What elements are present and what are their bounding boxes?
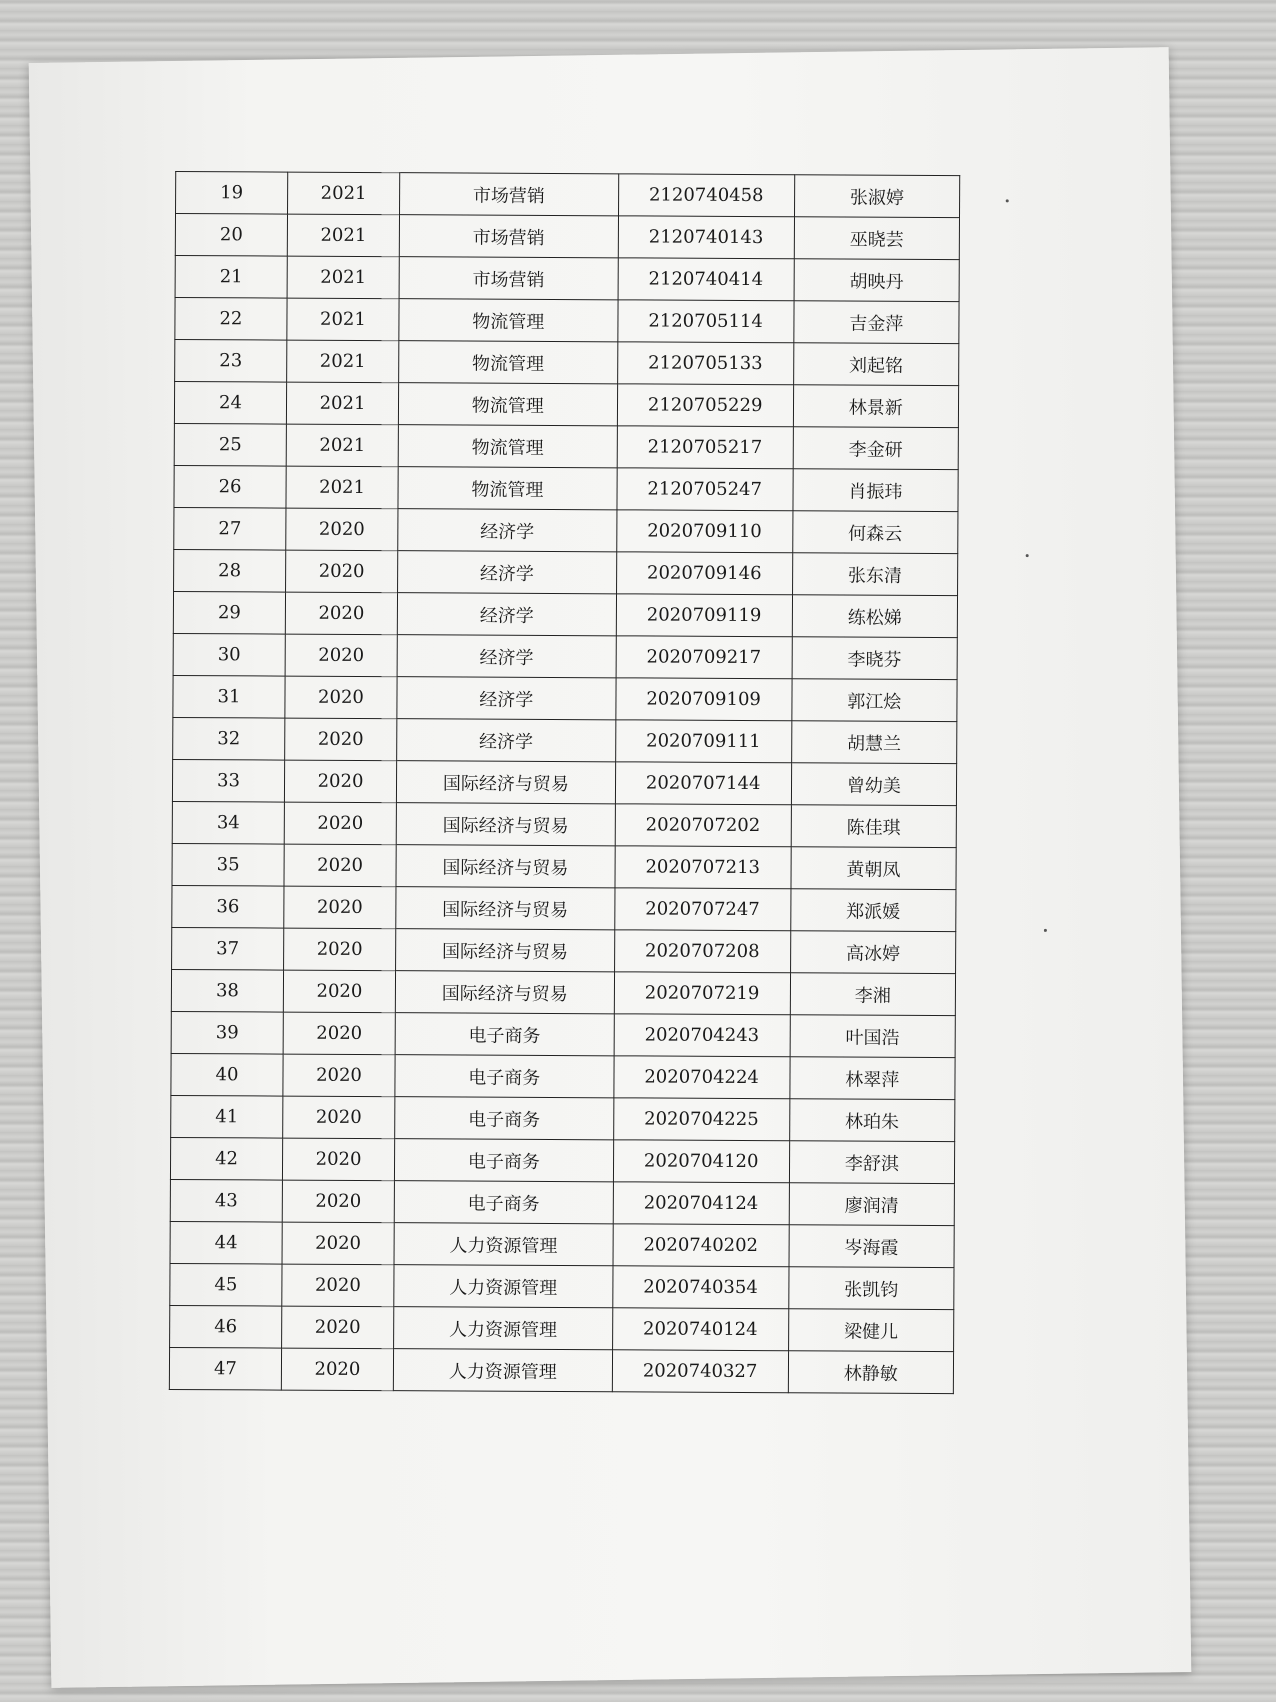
table-row (174, 549, 958, 595)
cell-major: 电子商务 (394, 1139, 613, 1182)
cell-name: 李金研 (793, 427, 959, 470)
cell-year: 2020 (284, 802, 396, 845)
cell-year: 2020 (283, 1012, 395, 1055)
cell-number: 30 (173, 633, 285, 676)
cell-number: 36 (172, 885, 284, 928)
cell-name: 曾幼美 (791, 763, 957, 806)
cell-year: 2021 (287, 298, 399, 341)
table-row (173, 717, 957, 763)
cell-major: 物流管理 (398, 383, 617, 426)
paper-speck (1026, 554, 1029, 557)
cell-number: 37 (172, 927, 284, 970)
cell-student-id: 2120705247 (617, 468, 793, 511)
cell-year: 2020 (285, 676, 397, 719)
cell-major: 市场营销 (399, 215, 618, 258)
cell-major: 国际经济与贸易 (396, 761, 615, 804)
table-row (174, 382, 958, 428)
cell-student-id: 2120705114 (618, 300, 794, 343)
cell-student-id: 2020704243 (614, 1014, 790, 1057)
cell-major: 电子商务 (394, 1181, 613, 1224)
cell-year: 2020 (285, 718, 397, 761)
cell-number: 39 (171, 1011, 283, 1054)
cell-major: 物流管理 (398, 425, 617, 468)
cell-major: 经济学 (397, 677, 616, 720)
table-row (172, 759, 956, 805)
table-row (169, 1347, 953, 1393)
cell-major: 经济学 (397, 635, 616, 678)
cell-name: 陈佳琪 (791, 805, 957, 848)
cell-name: 张淑婷 (794, 175, 960, 218)
cell-student-id: 2020740327 (612, 1350, 788, 1393)
cell-year: 2020 (285, 634, 397, 677)
cell-major: 国际经济与贸易 (396, 845, 615, 888)
cell-major: 经济学 (398, 509, 617, 552)
cell-name: 张东清 (792, 553, 958, 596)
cell-name: 林珀朱 (789, 1099, 955, 1142)
cell-name: 吉金萍 (793, 301, 959, 344)
cell-major: 人力资源管理 (394, 1265, 613, 1308)
cell-year: 2020 (281, 1348, 393, 1391)
cell-student-id: 2020740124 (612, 1308, 788, 1351)
cell-major: 国际经济与贸易 (396, 929, 615, 972)
cell-year: 2020 (282, 1138, 394, 1181)
table-row (170, 1221, 954, 1267)
cell-student-id: 2120740143 (618, 216, 794, 259)
cell-name: 郑派媛 (790, 889, 956, 932)
table-row (172, 801, 956, 847)
cell-major: 电子商务 (395, 1055, 614, 1098)
cell-year: 2020 (284, 928, 396, 971)
cell-student-id: 2020709109 (616, 678, 792, 721)
cell-number: 41 (171, 1095, 283, 1138)
cell-number: 32 (173, 717, 285, 760)
cell-major: 国际经济与贸易 (395, 971, 614, 1014)
cell-year: 2020 (283, 970, 395, 1013)
cell-major: 国际经济与贸易 (396, 803, 615, 846)
cell-year: 2021 (287, 256, 399, 299)
cell-year: 2021 (286, 424, 398, 467)
cell-student-id: 2120705229 (617, 384, 793, 427)
cell-number: 44 (170, 1221, 282, 1264)
table-row (175, 256, 959, 302)
table-row (171, 1011, 955, 1057)
paper-sheet (29, 47, 1192, 1688)
table-row (171, 1053, 955, 1099)
table-row (173, 675, 957, 721)
table-row (170, 1179, 954, 1225)
cell-name: 李湘 (790, 973, 956, 1016)
cell-year: 2021 (287, 340, 399, 383)
cell-student-id: 2020704225 (613, 1098, 789, 1141)
table-row (176, 172, 960, 218)
cell-major: 经济学 (397, 593, 616, 636)
cell-name: 李舒淇 (789, 1141, 955, 1184)
table-row (172, 927, 956, 973)
cell-major: 人力资源管理 (394, 1223, 613, 1266)
cell-major: 人力资源管理 (393, 1349, 612, 1392)
cell-student-id: 2020707144 (615, 762, 791, 805)
cell-name: 黄朝凤 (791, 847, 957, 890)
cell-student-id: 2020709110 (616, 510, 792, 553)
cell-major: 电子商务 (395, 1097, 614, 1140)
cell-name: 叶国浩 (790, 1015, 956, 1058)
cell-year: 2021 (288, 172, 400, 215)
cell-number: 46 (170, 1305, 282, 1348)
cell-student-id: 2020707213 (615, 846, 791, 889)
cell-student-id: 2120740414 (618, 258, 794, 301)
cell-major: 人力资源管理 (394, 1307, 613, 1350)
cell-name: 胡慧兰 (791, 721, 957, 764)
cell-number: 33 (172, 759, 284, 802)
cell-student-id: 2120705133 (617, 342, 793, 385)
cell-major: 物流管理 (399, 299, 618, 342)
cell-year: 2020 (284, 760, 396, 803)
cell-name: 刘起铭 (793, 343, 959, 386)
cell-number: 28 (174, 549, 286, 592)
cell-name: 张凯钧 (788, 1267, 954, 1310)
table-row (174, 424, 958, 470)
cell-major: 市场营销 (400, 173, 619, 216)
cell-student-id: 2020709111 (615, 720, 791, 763)
cell-student-id: 2020740202 (613, 1224, 789, 1267)
cell-number: 45 (170, 1263, 282, 1306)
cell-major: 物流管理 (398, 467, 617, 510)
table-row (175, 298, 959, 344)
cell-year: 2020 (284, 844, 396, 887)
cell-name: 胡映丹 (794, 259, 960, 302)
cell-year: 2020 (285, 592, 397, 635)
cell-name: 何森云 (792, 511, 958, 554)
cell-number: 21 (175, 256, 287, 299)
cell-year: 2021 (287, 214, 399, 257)
cell-student-id: 2020740354 (612, 1266, 788, 1309)
cell-year: 2020 (282, 1222, 394, 1265)
cell-name: 郭江烩 (792, 679, 958, 722)
table-row (175, 340, 959, 386)
cell-year: 2020 (284, 886, 396, 929)
table-row (172, 885, 956, 931)
cell-name: 林景新 (793, 385, 959, 428)
cell-year: 2020 (283, 1054, 395, 1097)
table-row (173, 633, 957, 679)
table-body (169, 172, 959, 1394)
cell-name: 巫晓芸 (794, 217, 960, 260)
cell-number: 23 (175, 340, 287, 383)
cell-name: 梁健儿 (788, 1309, 954, 1352)
cell-year: 2020 (282, 1306, 394, 1349)
cell-major: 市场营销 (399, 257, 618, 300)
cell-year: 2020 (286, 508, 398, 551)
cell-major: 国际经济与贸易 (396, 887, 615, 930)
cell-student-id: 2020709119 (616, 594, 792, 637)
cell-number: 47 (169, 1347, 281, 1390)
cell-name: 肖振玮 (793, 469, 959, 512)
table-row (174, 508, 958, 554)
cell-student-id: 2020707247 (614, 888, 790, 931)
paper-speck (1006, 199, 1009, 202)
cell-year: 2020 (286, 550, 398, 593)
cell-year: 2021 (286, 466, 398, 509)
cell-student-id: 2020709217 (616, 636, 792, 679)
cell-name: 林翠萍 (790, 1057, 956, 1100)
table-row (173, 591, 957, 637)
table-row (175, 214, 959, 260)
cell-number: 31 (173, 675, 285, 718)
cell-year: 2021 (286, 382, 398, 425)
cell-number: 27 (174, 508, 286, 551)
cell-number: 43 (170, 1179, 282, 1222)
cell-name: 练松娣 (792, 595, 958, 638)
cell-number: 38 (171, 969, 283, 1012)
cell-number: 24 (174, 382, 286, 425)
cell-number: 40 (171, 1053, 283, 1096)
cell-name: 廖润清 (789, 1183, 955, 1226)
cell-major: 物流管理 (399, 341, 618, 384)
cell-year: 2020 (283, 1096, 395, 1139)
cell-student-id: 2020704124 (613, 1182, 789, 1225)
table-row (170, 1137, 954, 1183)
cell-number: 22 (175, 298, 287, 341)
cell-major: 电子商务 (395, 1013, 614, 1056)
cell-name: 林静敏 (788, 1351, 954, 1394)
table-row (174, 466, 958, 512)
cell-number: 19 (176, 172, 288, 215)
table-row (170, 1263, 954, 1309)
cell-student-id: 2120740458 (618, 174, 794, 217)
table-row (171, 969, 955, 1015)
cell-number: 20 (175, 214, 287, 257)
cell-student-id: 2120705217 (617, 426, 793, 469)
cell-number: 42 (170, 1137, 282, 1180)
cell-year: 2020 (282, 1180, 394, 1223)
cell-name: 李晓芬 (792, 637, 958, 680)
cell-major: 经济学 (397, 719, 616, 762)
cell-student-id: 2020704224 (614, 1056, 790, 1099)
cell-number: 26 (174, 466, 286, 509)
cell-number: 29 (173, 591, 285, 634)
cell-number: 34 (172, 801, 284, 844)
cell-number: 35 (172, 843, 284, 886)
table-container (169, 171, 960, 1394)
table-row (170, 1305, 954, 1351)
student-table (169, 171, 960, 1394)
table-row (171, 1095, 955, 1141)
table-row (172, 843, 956, 889)
cell-name: 高冰婷 (790, 931, 956, 974)
cell-student-id: 2020707219 (614, 972, 790, 1015)
cell-student-id: 2020709146 (616, 552, 792, 595)
cell-name: 岑海霞 (789, 1225, 955, 1268)
cell-major: 经济学 (398, 551, 617, 594)
cell-student-id: 2020704120 (613, 1140, 789, 1183)
cell-number: 25 (174, 424, 286, 467)
cell-year: 2020 (282, 1264, 394, 1307)
cell-student-id: 2020707208 (614, 930, 790, 973)
cell-student-id: 2020707202 (615, 804, 791, 847)
paper-speck (1044, 929, 1047, 932)
